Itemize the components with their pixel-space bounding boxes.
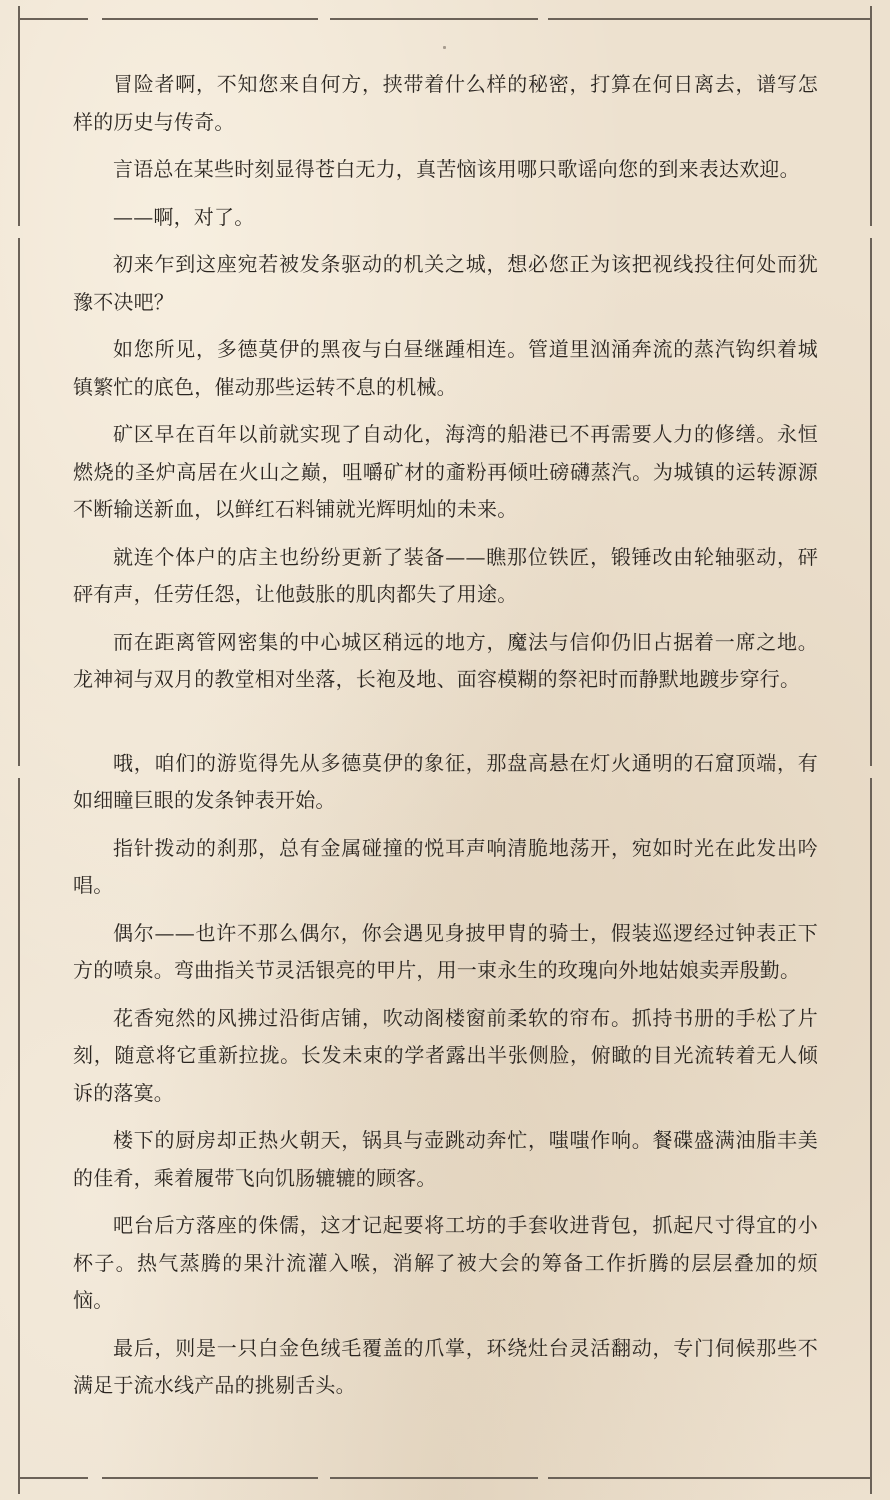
paragraph-9: 哦，咱们的游览得先从多德莫伊的象征，那盘高悬在灯火通明的石窟顶端，有如细瞳巨眼的发条钟表开始。 [73, 750, 818, 812]
paragraph-12: 花香宛然的风拂过沿街店铺，吹动阁楼窗前柔软的帘布。抓持书册的手松了片刻，随意将它重新拉拢。长发未束的学者露出半张侧脸，俯瞰的目光流转着无人倾诉的落寞。 [73, 1005, 818, 1105]
bottom-border [18, 1477, 872, 1479]
top-border [18, 18, 872, 20]
paragraph-7: 就连个体户的店主也纷纷更新了装备——瞧那位铁匠，锻锤改由轮轴驱动，砰砰有声，任劳任怨，让他鼓胀的肌肉都失了用途。 [73, 544, 818, 606]
paragraph-5: 如您所见，多德莫伊的黑夜与白昼继踵相连。管道里汹涌奔流的蒸汽钩织着城镇繁忙的底色，催动那些运转不息的机械。 [73, 337, 818, 399]
article-body [73, 66, 818, 1415]
paragraph-11: 偶尔——也许不那么偶尔，你会遇见身披甲胄的骑士，假装巡逻经过钟表正下方的喷泉。弯曲指关节灵活银亮的甲片，用一束永生的玫瑰向外地姑娘卖弄殷勤。 [73, 920, 818, 982]
ornament-dot [443, 46, 446, 49]
paragraph-15: 最后，则是一只白金色绒毛覆盖的爪掌，环绕灶台灵活翻动，专门伺候那些不满足于流水线产品的挑剔舌头。 [73, 1335, 818, 1397]
paragraph-1: 冒险者啊，不知您来自何方，挟带着什么样的秘密，打算在何日离去，谱写怎样的历史与传奇。 [73, 72, 818, 134]
section-break [73, 709, 818, 745]
paragraph-8: 而在距离管网密集的中心城区稍远的地方，魔法与信仰仍旧占据着一席之地。龙神祠与双月的教堂相对坐落，长袍及地、面容模糊的祭祀时而静默地踱步穿行。 [73, 629, 818, 691]
paragraph-14: 吧台后方落座的侏儒，这才记起要将工坊的手套收进背包，抓起尺寸得宜的小杯子。热气蒸腾的果汁流灌入喉，消解了被大会的筹备工作折腾的层层叠加的烦恼。 [73, 1213, 818, 1312]
paragraph-4: 初来乍到这座宛若被发条驱动的机关之城，想必您正为该把视线投往何处而犹豫不决吧？ [73, 252, 818, 314]
right-border [870, 6, 872, 1494]
paragraph-13: 楼下的厨房却正热火朝天，锅具与壶跳动奔忙，嗤嗤作响。餐碟盛满油脂丰美的佳肴，乘着履带飞向饥肠辘辘的顾客。 [73, 1128, 818, 1190]
paragraph-10: 指针拨动的刹那，总有金属碰撞的悦耳声响清脆地荡开，宛如时光在此发出吟唱。 [73, 835, 818, 897]
paragraph-3: ——啊，对了。 [113, 204, 255, 229]
paragraph-6: 矿区早在百年以前就实现了自动化，海湾的船港已不再需要人力的修缮。永恒燃烧的圣炉高居在火山之巅，咀嚼矿材的齑粉再倾吐磅礴蒸汽。为城镇的运转源源不断输送新血，以鲜红石料铺就光辉明灿的未来。 [73, 422, 818, 521]
paragraph-2: 言语总在某些时刻显得苍白无力，真苦恼该用哪只歌谣向您的到来表达欢迎。 [113, 157, 800, 181]
left-border [18, 6, 20, 1494]
